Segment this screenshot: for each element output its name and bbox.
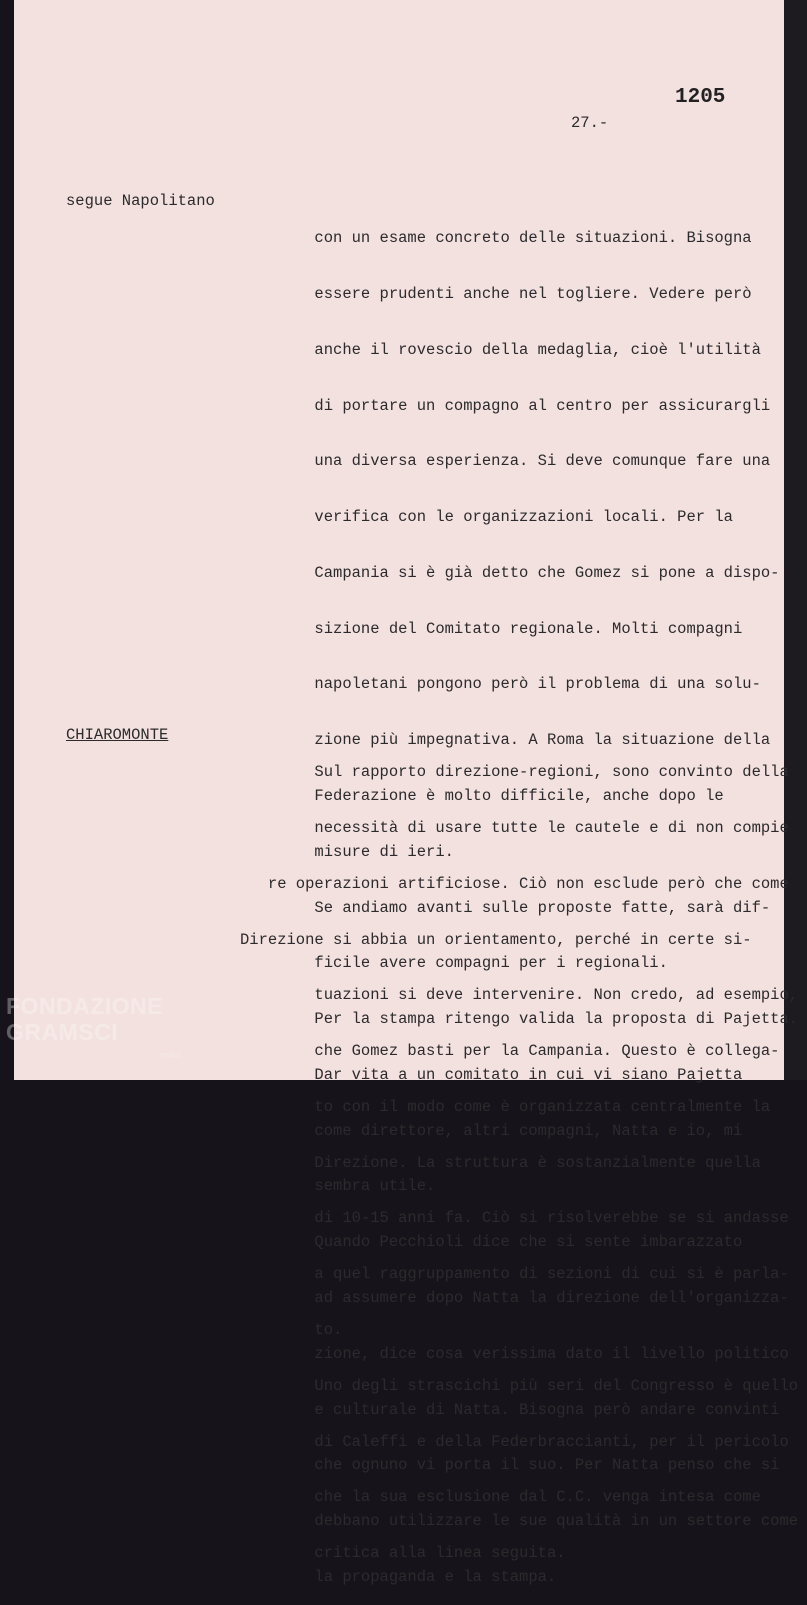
- watermark-line: FONDAZIONE: [6, 993, 164, 1019]
- text-line: ficile avere compagni per i regionali.: [240, 954, 668, 973]
- text-line: Se andiamo avanti sulle proposte fatte, sarà dif-: [240, 898, 771, 917]
- text-line: che la sua esclusione dal C.C. venga intesa come: [240, 1488, 761, 1507]
- text-line: misure di ieri.: [240, 842, 454, 861]
- text-line: necessità di usare tutte le cautele e di non compie: [240, 818, 789, 837]
- text-line: Direzione si abbia un orientamento, perché in certe si-: [240, 930, 752, 949]
- text-line: Per la stampa ritengo valida la proposta di Pajetta.: [240, 1010, 799, 1029]
- speaker-label: CHIAROMONTE: [66, 726, 169, 744]
- text-line: la propaganda e la stampa.: [240, 1567, 557, 1586]
- text-line: critica alla linea seguita.: [240, 1544, 566, 1563]
- text-line: debbano utilizzare le sue qualità in un settore come: [240, 1512, 799, 1531]
- text-line: di Caleffi e della Federbraccianti, per il pericolo: [240, 1432, 789, 1451]
- text-line: una diversa esperienza. Si deve comunque fare una: [240, 452, 771, 471]
- text-line: napoletani pongono però il problema di una solu-: [240, 675, 761, 694]
- text-line: zione, dice cosa verissima dato il livello politico: [240, 1344, 789, 1363]
- text-line: come direttore, altri compagni, Natta e io, mi: [240, 1121, 743, 1140]
- text-line: essere prudenti anche nel togliere. Vedere però: [240, 284, 752, 303]
- text-line: sembra utile.: [240, 1177, 436, 1196]
- text-line: che Gomez basti per la Campania. Questo è collega-: [240, 1042, 780, 1061]
- text-line: con un esame concreto delle situazioni. Bisogna: [240, 229, 752, 248]
- speech-paragraph: [240, 726, 798, 1581]
- text-line: di 10-15 anni fa. Ciò si risolverebbe se si andasse: [240, 1209, 789, 1228]
- text-line: e culturale di Natta. Bisogna però andare convinti: [240, 1400, 780, 1419]
- text-line: re operazioni artificiose. Ciò non esclude però che come: [240, 874, 789, 893]
- text-line: Quando Pecchioli dice che si sente imbarazzato: [240, 1233, 743, 1252]
- text-line: verifica con le organizzazioni locali. Per la: [240, 508, 733, 527]
- text-line: Federazione è molto difficile, anche dopo le: [240, 787, 724, 805]
- page-number: 27.-: [571, 114, 609, 132]
- text-line: Sul rapporto direzione-regioni, sono convinto della: [240, 763, 789, 782]
- watermark-subtitle: onlus: [160, 1050, 182, 1060]
- text-line: to.: [240, 1321, 343, 1339]
- text-line: a quel raggruppamento di sezioni di cui si è parla-: [240, 1265, 789, 1284]
- text-line: Uno degli strascichi più seri del Congresso è quello: [240, 1376, 799, 1395]
- text-line: che ognuno vi porta il suo. Per Natta penso che si: [240, 1456, 780, 1475]
- text-line: Campania si è già detto che Gomez si pone a dispo-: [240, 563, 780, 582]
- archive-watermark: [6, 993, 163, 1045]
- text-line: Dar vita a un comitato in cui vi siano Pajetta: [240, 1065, 743, 1084]
- text-line: anche il rovescio della medaglia, cioè l'utilità: [240, 340, 761, 359]
- text-line: di portare un compagno al centro per assicurargli: [240, 396, 771, 415]
- document-number: 1205: [675, 86, 726, 109]
- watermark-line: GRAMSCI: [6, 1019, 119, 1045]
- text-line: zione più impegnativa. A Roma la situazione della: [240, 731, 771, 750]
- text-line: sizione del Comitato regionale. Molti compagni: [240, 619, 743, 638]
- text-line: Direzione. La struttura è sostanzialmente quella: [240, 1153, 761, 1172]
- text-line: ad assumere dopo Natta la direzione dell'organizza-: [240, 1289, 789, 1308]
- speaker-label: segue Napolitano: [66, 192, 215, 210]
- text-line: to con il modo come è organizzata centralmente la: [240, 1097, 771, 1116]
- text-line: tuazioni si deve intervenire. Non credo, ad esempio,: [240, 986, 799, 1005]
